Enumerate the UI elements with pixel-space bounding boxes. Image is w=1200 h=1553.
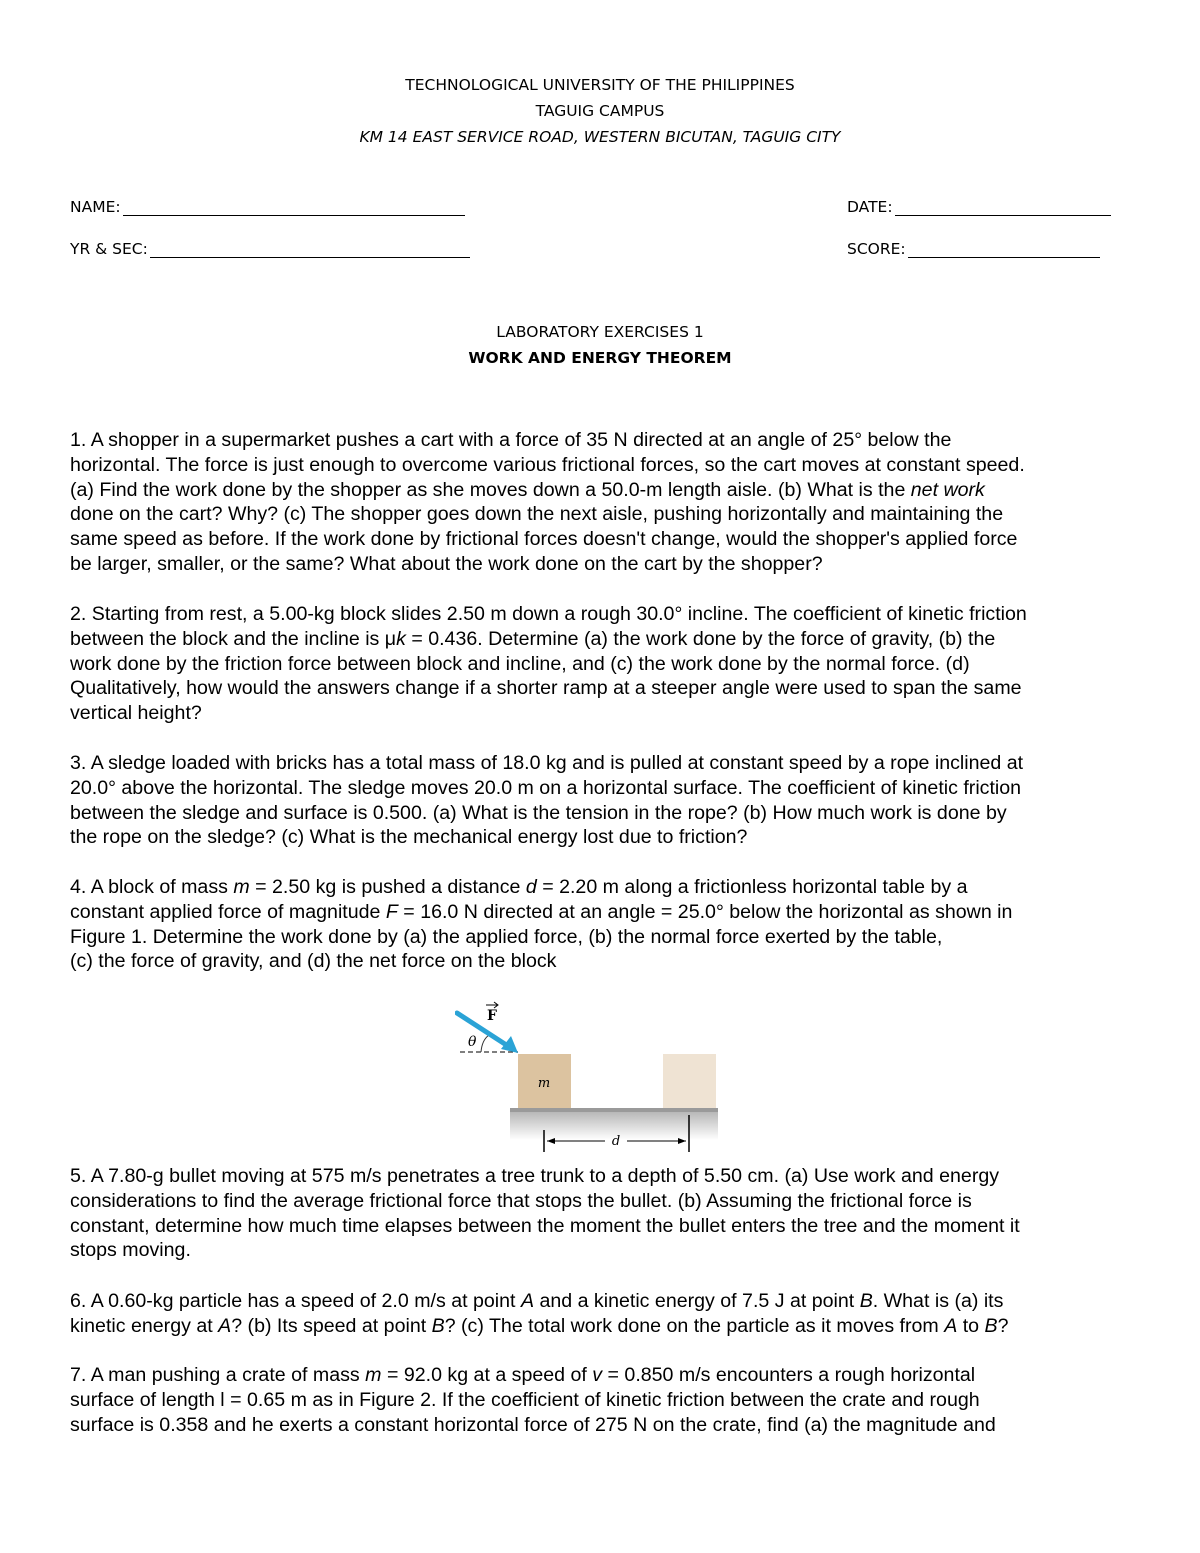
yr-sec-blank-line[interactable] [150, 241, 470, 258]
problem-7-line: 7. A man pushing a crate of mass m = 92.0 kg at a speed of v = 0.850 m/s encounters a rough horizontal [70, 1364, 976, 1386]
angle-arc [481, 1035, 489, 1052]
problem-2-line: vertical height? [70, 702, 202, 725]
problem-5-line: 5. A 7.80-g bullet moving at 575 m/s penetrates a tree trunk to a depth of 5.50 cm. (a) Use work and energy [70, 1165, 1000, 1187]
problem-4-line: constant applied force of magnitude F = 16.0 N directed at an angle = 25.0° below the horizontal as shown in [70, 900, 1013, 923]
problem-2-line: work done by the friction force between block and incline, and (c) the work done by the normal force. (d) [70, 652, 970, 675]
problem-4-line: 4. A block of mass m = 2.50 kg is pushed a distance d = 2.20 m along a frictionless horizontal table by a [70, 876, 968, 898]
problem-2-line: Qualitatively, how would the answers change if a shorter ramp at a steeper angle were used to span the same [70, 677, 1022, 700]
problem-3-line: 20.0° above the horizontal. The sledge moves 20.0 m on a horizontal surface. The coefficient of kinetic friction [70, 776, 1022, 799]
problem-7-line: surface of length l = 0.65 m as in Figure 2. If the coefficient of kinetic friction between the crate and rough [70, 1388, 980, 1411]
problem-3 [70, 751, 1140, 850]
problem-4 [70, 875, 1140, 974]
problem-5 [70, 1164, 1140, 1263]
score-blank-line[interactable] [908, 241, 1100, 258]
problem-1-line: same speed as before. If the work done by frictional forces doesn't change, would the shopper's applied force [70, 528, 1018, 551]
problem-5-line: considerations to find the average frictional force that stops the bullet. (b) Assuming the frictional force is [70, 1189, 972, 1212]
topic-title: WORK AND ENERGY THEOREM [468, 349, 732, 367]
date-label: DATE: [847, 198, 893, 216]
problem-1-line: done on the cart? Why? (c) The shopper goes down the next aisle, pushing horizontally and maintaining the [70, 503, 1004, 526]
university-name: TECHNOLOGICAL UNIVERSITY OF THE PHILIPPINES [405, 76, 795, 94]
problem-6 [70, 1289, 1140, 1339]
figure-1-diagram [455, 995, 725, 1160]
problem-2-line: between the block and the incline is μk = 0.436. Determine (a) the work done by the force of gravity, (b) the [70, 627, 996, 650]
problem-4-line: Figure 1. Determine the work done by (a) the applied force, (b) the normal force exerted by the table, [70, 925, 943, 948]
net-work-term: net work [910, 478, 985, 501]
problem-3-line: between the sledge and surface is 0.500. (a) What is the tension in the rope? (b) How much work is done by [70, 801, 1007, 824]
problem-1 [70, 428, 1140, 577]
score-label: SCORE: [847, 240, 906, 258]
problem-6-line: kinetic energy at A? (b) Its speed at point B? (c) The total work done on the particle as it moves from A to B? [70, 1314, 1009, 1337]
exercise-title: LABORATORY EXERCISES 1 [496, 323, 704, 341]
force-label: F [487, 1008, 497, 1024]
angle-label: θ [468, 1034, 477, 1050]
name-blank-line[interactable] [123, 199, 465, 216]
distance-label: d [611, 1134, 621, 1149]
force-arrow [457, 1013, 511, 1048]
table-surface [510, 1108, 718, 1112]
block-final [663, 1054, 716, 1108]
date-blank-line[interactable] [895, 199, 1111, 216]
problem-1-line: horizontal. The force is just enough to overcome various frictional forces, so the cart moves at constant speed. [70, 453, 1025, 476]
problem-6-line: 6. A 0.60-kg particle has a speed of 2.0 m/s at point A and a kinetic energy of 7.5 J at point B. What is (a) its [70, 1290, 1004, 1312]
name-label: NAME: [70, 198, 121, 216]
problem-4-line: (c) the force of gravity, and (d) the net force on the block [70, 950, 557, 973]
problem-5-line: stops moving. [70, 1239, 191, 1262]
problem-2-line: 2. Starting from rest, a 5.00-kg block slides 2.50 m down a rough 30.0° incline. The coefficient of kinetic friction [70, 603, 1027, 625]
campus-address: KM 14 EAST SERVICE ROAD, WESTERN BICUTAN, TAGUIG CITY [359, 128, 841, 146]
figure-1 [455, 995, 725, 1160]
name-field[interactable] [70, 198, 465, 216]
problem-1-line: be larger, smaller, or the same? What about the work done on the cart by the shopper? [70, 552, 823, 575]
problem-1-line: 1. A shopper in a supermarket pushes a cart with a force of 35 N directed at an angle of 25° below the [70, 429, 952, 451]
problem-3-line: 3. A sledge loaded with bricks has a total mass of 18.0 kg and is pulled at constant speed by a rope inclined at [70, 752, 1024, 774]
campus-name: TAGUIG CAMPUS [535, 102, 665, 120]
problem-3-line: the rope on the sledge? (c) What is the mechanical energy lost due to friction? [70, 826, 748, 849]
date-field[interactable] [847, 198, 1111, 216]
mass-label: m [537, 1076, 551, 1091]
problem-7-line: surface is 0.358 and he exerts a constant horizontal force of 275 N on the crate, find (a) the magnitude and [70, 1413, 996, 1436]
problem-2 [70, 602, 1140, 726]
problem-7 [70, 1363, 1140, 1437]
score-field[interactable] [847, 240, 1100, 258]
problem-1-line: (a) Find the work done by the shopper as she moves down a 50.0-m length aisle. (b) What is the net work [70, 478, 985, 501]
problem-5-line: constant, determine how much time elapses between the moment the bullet enters the tree and the moment it [70, 1214, 1020, 1237]
yr-sec-label: YR & SEC: [70, 240, 148, 258]
yr-sec-field[interactable] [70, 240, 470, 258]
